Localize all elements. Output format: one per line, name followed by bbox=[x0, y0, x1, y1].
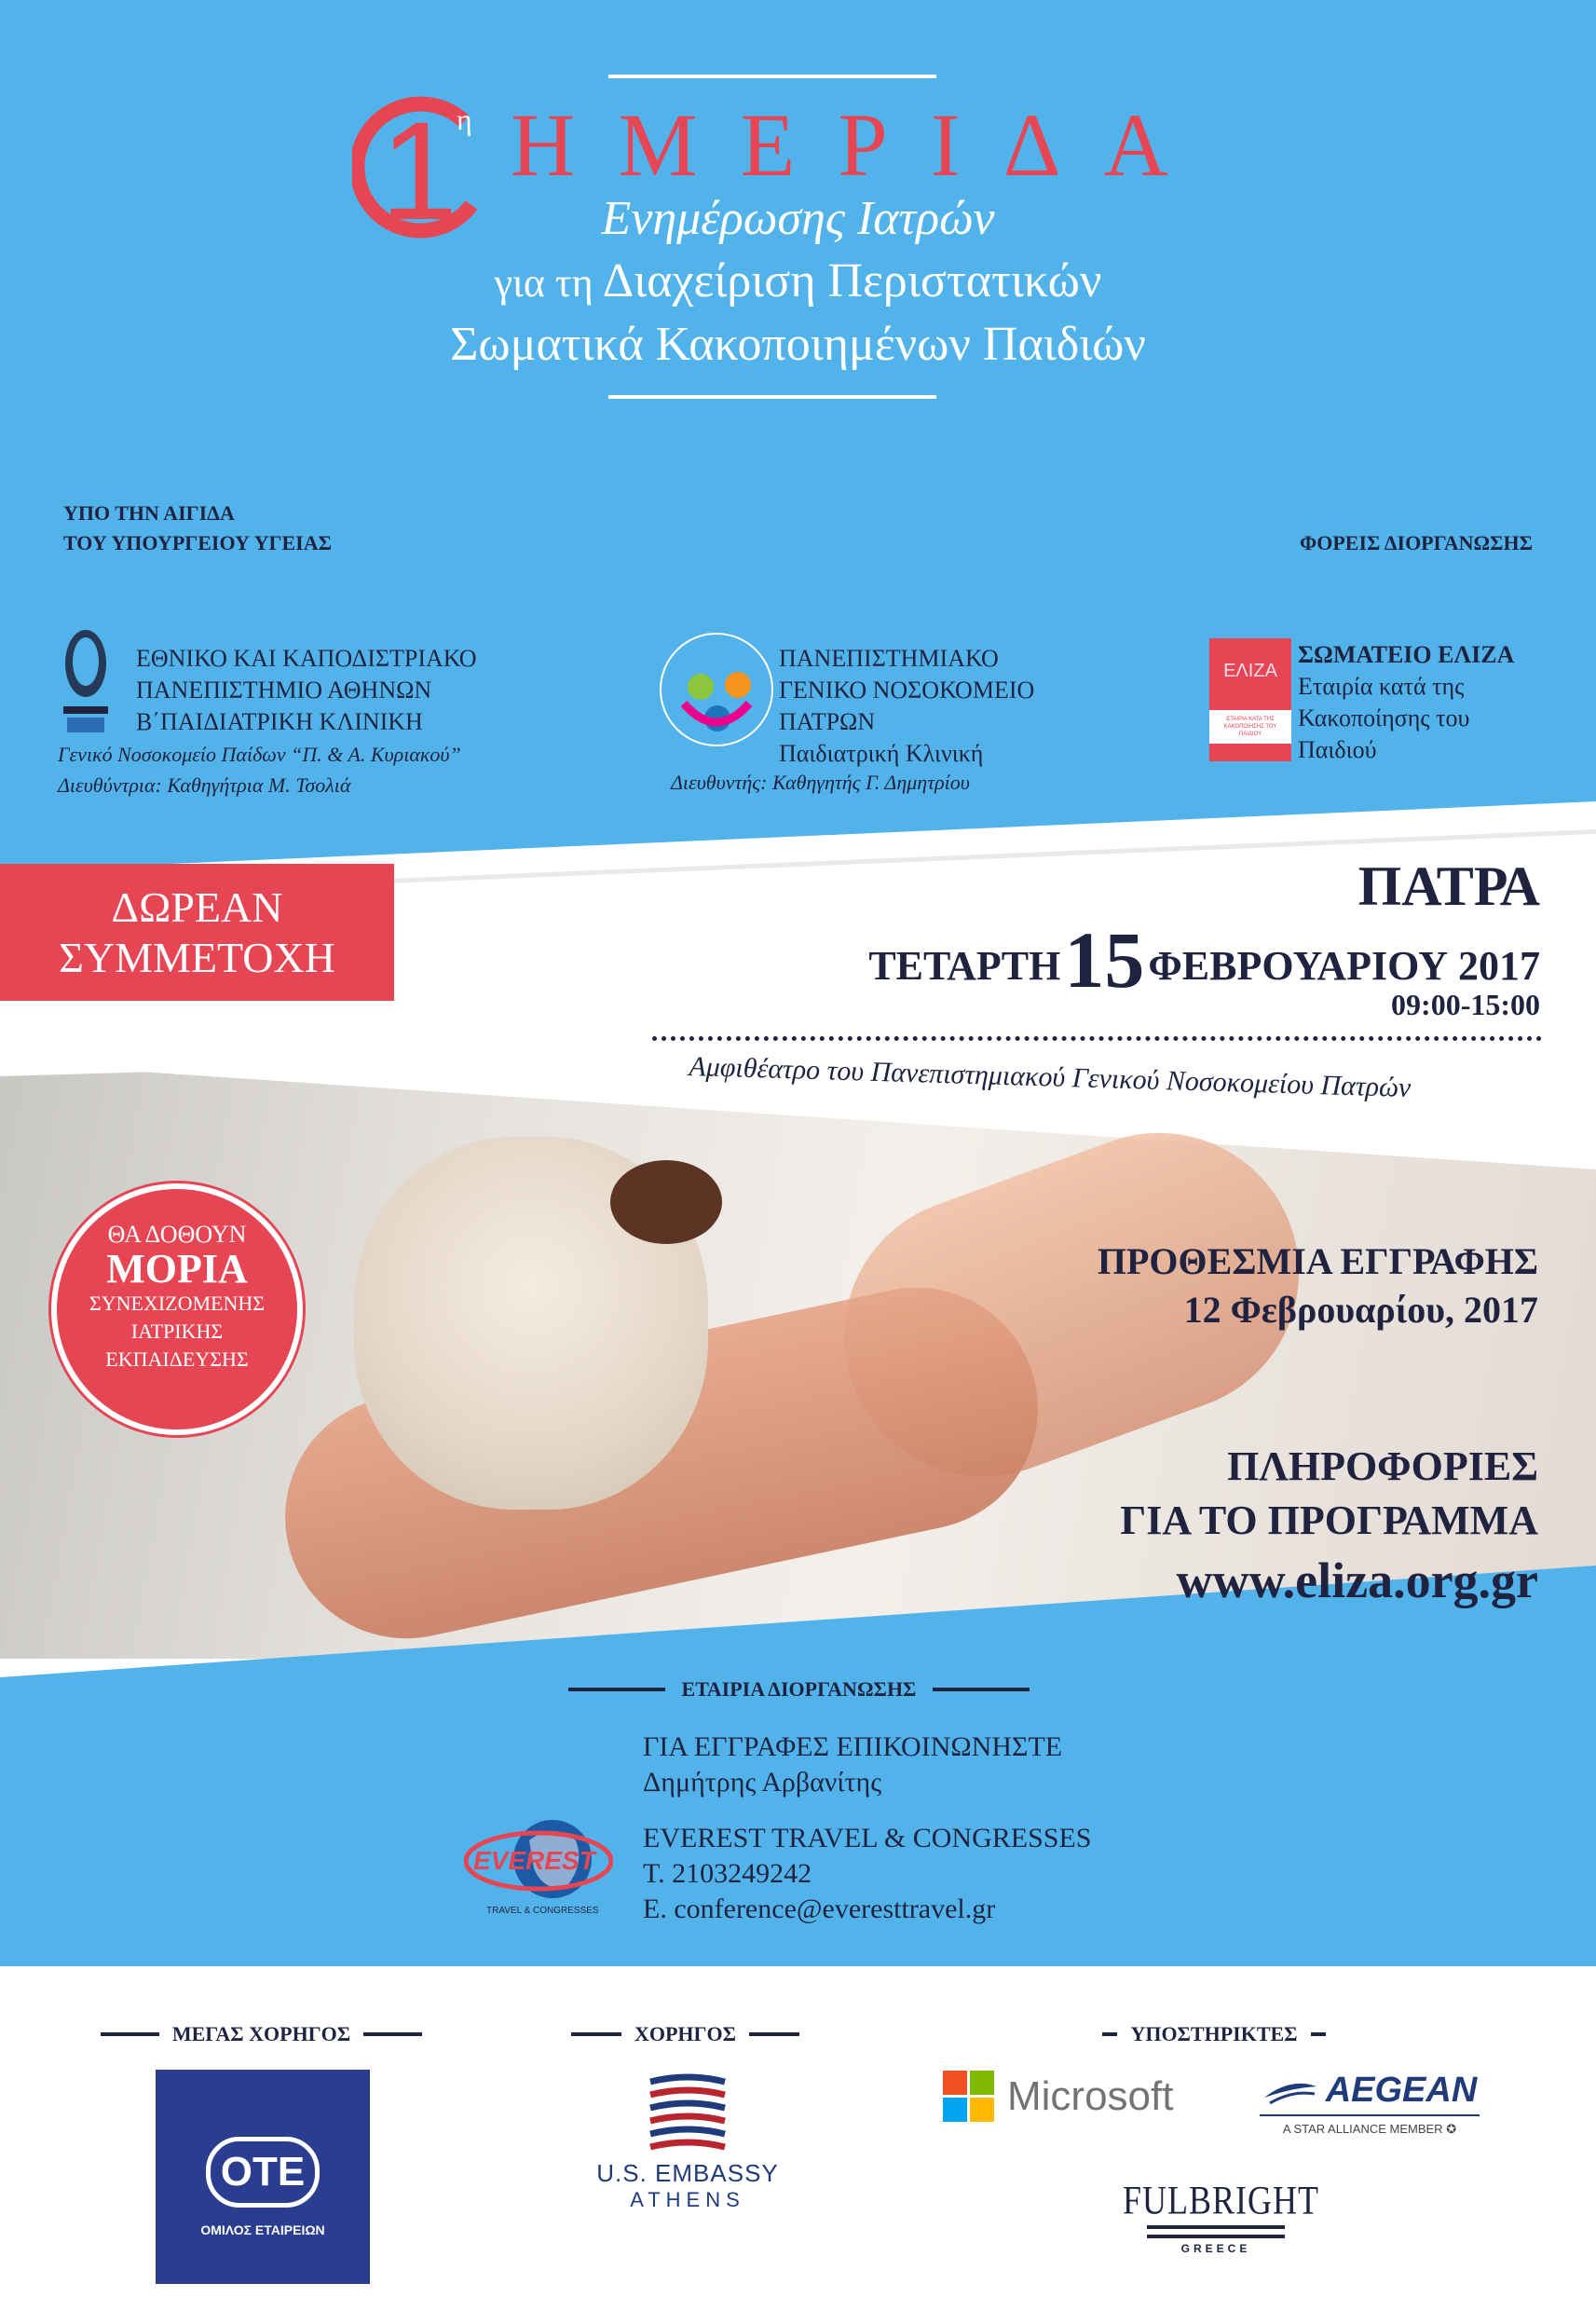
rule bbox=[1102, 2032, 1117, 2036]
deadline-label: ΠΡΟΘΕΣΜΙΑ ΕΓΓΡΑΦΗΣ bbox=[1097, 1240, 1538, 1282]
free-l1: ΔΩΡΕΑΝ bbox=[111, 883, 283, 931]
contact-heading: ΓΙΑ ΕΓΓΡΑΦΕΣ ΕΠΙΚΟΙΝΩΝΗΣΤΕ bbox=[643, 1731, 1063, 1762]
eliza-logo bbox=[1209, 638, 1291, 761]
rule bbox=[571, 2032, 621, 2036]
subtitle-line3: Σωματικά Κακοποιημένων Παιδιών bbox=[450, 318, 1146, 371]
org-patras-director: Διευθυντής: Καθηγητής Γ. Δημητρίου bbox=[671, 771, 970, 794]
org-athens-l3: Β΄ΠΑΙΔΙΑΤΡΙΚΗ ΚΛΙΝΙΚΗ bbox=[136, 708, 423, 735]
subtitle-rest: Διαχείριση Περιστατικών bbox=[602, 254, 1102, 308]
info-l1: ΠΛΗΡΟΦΟΡΙΕΣ bbox=[1227, 1443, 1538, 1489]
credits-l2: ΜΟΡΙΑ bbox=[106, 1246, 248, 1292]
deadline-date: 12 Φεβρουαρίου, 2017 bbox=[1183, 1289, 1538, 1331]
credits-l1: ΘΑ ΔΟΘΟΥΝ bbox=[107, 1221, 247, 1248]
aegean-text: AEGEAN bbox=[1325, 2071, 1478, 2110]
credits-l5: ΕΚΠΑΙΔΕΥΣΗΣ bbox=[105, 1347, 249, 1371]
sponsor-heading: ΧΟΡΗΓΟΣ bbox=[634, 2022, 737, 2045]
aegean-sub-text: A STAR ALLIANCE MEMBER bbox=[1282, 2122, 1443, 2136]
organizer-phone: Τ. 2103249242 bbox=[643, 1858, 812, 1889]
free-participation-badge bbox=[0, 864, 394, 1001]
athens-university-logo-icon bbox=[61, 626, 110, 736]
subtitle-italic: Ενημέρωσης Ιατρών bbox=[601, 192, 995, 245]
fulbright-sub: GREECE bbox=[1180, 2242, 1251, 2255]
org-patras-l4: Παιδιατρική Κλινική bbox=[779, 740, 984, 767]
everest-logo-sub: TRAVEL & CONGRESSES bbox=[486, 1906, 599, 1916]
organizer-heading: ΕΤΑΙΡΙΑ ΔΙΟΡΓΑΝΩΣΗΣ bbox=[681, 1677, 917, 1701]
event-date-number: 15 bbox=[1064, 915, 1145, 1005]
grand-sponsor-heading: ΜΕΓΑΣ ΧΟΡΗΓΟΣ bbox=[171, 2022, 351, 2045]
everest-logo bbox=[464, 1812, 613, 1924]
event-day: ΤΕΤΑΡΤΗ bbox=[868, 943, 1061, 989]
microsoft-grid-icon bbox=[943, 2071, 994, 2122]
credits-l4: ΙΑΤΡΙΚΗΣ bbox=[130, 1320, 224, 1343]
page-title: ΗΜΕΡΙΔΑ bbox=[511, 95, 1211, 195]
eliza-logo-sub: ΕΤΑΙΡΙΑ ΚΑΤΑ ΤΗΣ ΚΑΚΟΠΟΙΗΣΗΣ ΤΟΥ ΠΑΙΔΙΟΥ bbox=[1209, 710, 1291, 744]
microsoft-logo bbox=[943, 2071, 1173, 2122]
eliza-logo-text: ΕΛΙΖΑ bbox=[1223, 661, 1277, 681]
embassy-l2: ATHENS bbox=[630, 2188, 745, 2211]
org-athens bbox=[136, 643, 477, 738]
org-patras bbox=[779, 643, 1034, 770]
patronage-line1: ΥΠΟ ΤΗΝ ΑΙΓΙΔΑ bbox=[63, 501, 235, 525]
fulbright-logo bbox=[1123, 2178, 1320, 2255]
grand-sponsor-heading-row bbox=[101, 2022, 422, 2046]
supporters-heading: ΥΠΟΣΤΗΡΙΚΤΕΣ bbox=[1130, 2022, 1298, 2045]
free-l2: ΣΥΜΜΕΤΟΧΗ bbox=[59, 934, 335, 981]
website-link[interactable]: www.eliza.org.gr bbox=[1176, 1552, 1538, 1608]
credits-l3: ΣΥΝΕΧΙΖΟΜΕΝΗΣ bbox=[89, 1292, 266, 1315]
org-eliza-l1: ΣΩΜΑΤΕΙΟ ΕΛΙΖΑ bbox=[1298, 641, 1515, 668]
aegean-sub bbox=[1260, 2114, 1480, 2137]
sponsor-heading-row bbox=[571, 2022, 799, 2046]
org-athens-l2: ΠΑΝΕΠΙΣΤΗΜΙΟ ΑΘΗΝΩΝ bbox=[136, 677, 432, 704]
fulbright-rule bbox=[1147, 2225, 1285, 2238]
event-time: 09:00-15:00 bbox=[1391, 988, 1540, 1021]
fulbright-text: FULBRIGHT bbox=[1123, 2178, 1320, 2222]
star-alliance-icon: ✪ bbox=[1446, 2122, 1457, 2136]
rule bbox=[749, 2032, 799, 2036]
microsoft-text: Microsoft bbox=[1007, 2072, 1174, 2119]
aegean-wing-icon bbox=[1262, 2077, 1318, 2105]
organizer-company: EVEREST TRAVEL & CONGRESSES bbox=[643, 1823, 1092, 1853]
organizer-contact bbox=[643, 1730, 1091, 1927]
info-l2: ΓΙΑ ΤΟ ΠΡΟΓΡΑΜΜΑ bbox=[1120, 1497, 1538, 1543]
badge-superscript: η bbox=[457, 103, 472, 136]
aegean-logo bbox=[1248, 2071, 1491, 2137]
rule bbox=[101, 2032, 159, 2036]
event-month-year: ΦΕΒΡΟΥΑΡΙΟΥ 2017 bbox=[1148, 943, 1540, 989]
ote-logo-text: OTE bbox=[206, 2137, 320, 2208]
rule bbox=[1311, 2032, 1326, 2036]
everest-logo-text: EVEREST bbox=[473, 1846, 595, 1875]
org-eliza-l4: Παιδιού bbox=[1298, 736, 1377, 763]
registration-deadline bbox=[1098, 1238, 1538, 1334]
program-info bbox=[1120, 1440, 1538, 1613]
org-athens-l1: ΕΘΝΙΚΟ ΚΑΙ ΚΑΠΟΔΙΣΤΡΙΑΚΟ bbox=[136, 645, 477, 672]
org-patras-l1: ΠΑΝΕΠΙΣΤΗΜΙΑΚΟ bbox=[779, 645, 999, 672]
organizer-email[interactable]: E. conference@everesttravel.gr bbox=[643, 1894, 996, 1924]
header-top-rule bbox=[608, 75, 936, 78]
event-city: ΠΑΤΡΑ bbox=[1357, 855, 1540, 917]
cme-credits-badge bbox=[51, 1183, 303, 1435]
contact-name: Δημήτρης Αρβανίτης bbox=[643, 1767, 882, 1798]
flag-icon bbox=[641, 2071, 734, 2154]
organizer-rule-left bbox=[568, 1688, 665, 1691]
dotted-divider bbox=[652, 1036, 1542, 1041]
organizer-rule-right bbox=[933, 1688, 1030, 1691]
header-bottom-rule bbox=[608, 395, 936, 399]
subtitle-line2 bbox=[0, 253, 1596, 308]
org-eliza-l3: Κακοποίησης του bbox=[1298, 704, 1470, 732]
organizer-heading-row bbox=[568, 1677, 1030, 1702]
organizers-heading: ΦΟΡΕΙΣ ΔΙΟΡΓΑΝΩΣΗΣ bbox=[1300, 531, 1533, 554]
ote-logo bbox=[156, 2070, 370, 2284]
ote-logo-sub: ΟΜΙΛΟΣ ΕΤΑΙΡΕΙΩΝ bbox=[200, 2222, 325, 2237]
org-athens-l4: Γενικό Νοσοκομείο Παίδων “Π. & Α. Κυριακού” bbox=[58, 743, 461, 766]
patronage-left bbox=[63, 499, 332, 558]
embassy-l1: U.S. EMBASSY bbox=[596, 2159, 779, 2187]
patras-clinic-logo-icon bbox=[656, 629, 777, 750]
org-patras-l3: ΠΑΤΡΩΝ bbox=[779, 708, 876, 735]
supporters-heading-row bbox=[1102, 2022, 1326, 2046]
patronage-line2: ΤΟΥ ΥΠΟΥΡΓΕΙΟΥ ΥΓΕΙΑΣ bbox=[63, 531, 332, 554]
subtitle-prefix: για τη bbox=[494, 260, 593, 306]
event-venue: Αμφιθέατρο του Πανεπιστημιακού Γενικού Νοσοκομείου Πατρών bbox=[689, 1051, 1412, 1103]
org-eliza bbox=[1298, 639, 1514, 766]
us-embassy-logo bbox=[576, 2071, 799, 2220]
org-athens-details bbox=[58, 739, 461, 800]
badge-number: 1 bbox=[380, 92, 458, 249]
org-eliza-l2: Εταιρία κατά της bbox=[1298, 673, 1465, 700]
org-athens-l5: Διευθύντρια: Καθηγήτρια Μ. Τσολιά bbox=[58, 773, 351, 797]
rule bbox=[363, 2032, 422, 2036]
org-patras-l2: ΓΕΝΙΚΟ ΝΟΣΟΚΟΜΕΙΟ bbox=[779, 677, 1035, 704]
